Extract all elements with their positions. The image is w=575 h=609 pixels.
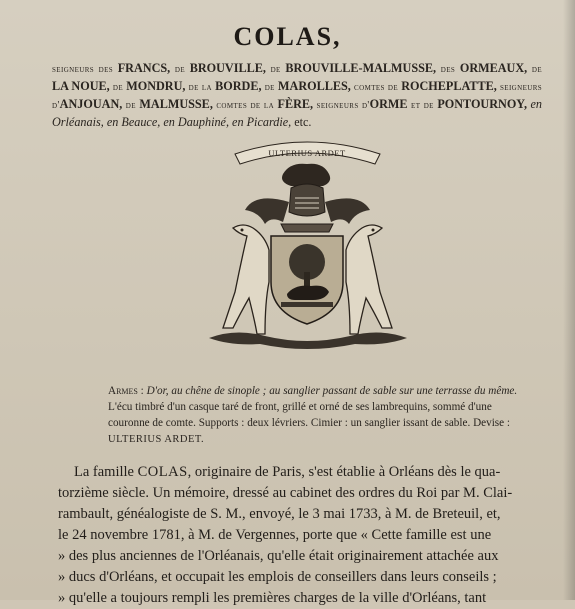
lineage-text: de (270, 64, 281, 75)
lineage-text: de (125, 100, 136, 111)
coat-of-arms-engraving (195, 132, 420, 352)
body-line-2: torzième siècle. Un mémoire, dressé au cabinet des ordres du Roi par M. Clai- (58, 485, 513, 501)
lineage-text: de (112, 82, 124, 93)
coronet-icon (281, 224, 333, 232)
lineage-text: comtes de (354, 82, 398, 93)
lineage-title: MAROLLES, (278, 79, 351, 93)
body-line-6: » ducs d'Orléans, et occupait les emplois de conseillers dans leurs conseils ; (58, 569, 497, 585)
lineage-text: de (531, 64, 543, 75)
arms-description (108, 383, 520, 448)
crest-boar-icon (282, 164, 330, 186)
lineage-text: et de (411, 100, 434, 111)
arms-blazon: D'or, au chêne de sinople ; au sanglier passant de sable sur une terrasse du même. (146, 385, 518, 397)
lineage-title: BROUVILLE, (189, 61, 266, 75)
helmet-icon (289, 184, 325, 216)
body-line-3: rambault, généalogiste de S. M., envoyé, le 3 mai 1733, à M. de Breteuil, et, (58, 506, 501, 522)
arms-label: Armes : (108, 385, 144, 397)
lineage-text: des (440, 64, 456, 75)
lineage-text: seigneurs des (52, 64, 114, 75)
lineage-title: FÈRE, (277, 97, 314, 111)
lineage-text: de la (188, 82, 212, 93)
greyhound-left-icon (223, 225, 269, 334)
page-edge-shadow (563, 0, 575, 600)
body-line-1 (58, 462, 558, 483)
greyhound-right-icon (346, 225, 392, 334)
mantling-left (245, 198, 289, 224)
arms-details: L'écu timbré d'un casque taré de front, grillé et orné de ses lambrequins, sommé d'une couronne de comte. Supports : deux lévriers. Cimier : un sanglier issant de sable. Devise : (108, 401, 511, 429)
lineage-etc: etc. (294, 115, 312, 129)
lineage-title: ROCHEPLATTE, (401, 79, 497, 93)
mantling-right (325, 198, 370, 224)
lineage-regions: en Orléanais, en Beauce, en Dauphiné, en Picardie, (52, 97, 543, 129)
body-text-fragment: , originaire de Paris, s'est établie à Orléans dès le qua- (187, 464, 501, 480)
lineage-text: seigneurs d' (316, 100, 370, 111)
arms-devise: ULTERIUS ARDET. (108, 434, 205, 445)
lineage-text: de (264, 82, 275, 93)
body-line-4: le 24 novembre 1781, à M. de Vergennes, porte que « Cette famille est une (58, 527, 492, 543)
lineage-title: ANJOUAN, (59, 97, 123, 111)
lineage-text: comtes de la (216, 100, 275, 111)
lineage-title: BROUVILLE-MALMUSSE, (285, 61, 437, 75)
lineage-title: FRANCS, (117, 61, 171, 75)
family-title: COLAS, (233, 22, 342, 51)
motto-scroll-text: ULTERIUS ARDET (268, 148, 346, 158)
lineage-title: LA NOUE, (52, 79, 110, 93)
body-family-name: COLAS (137, 464, 188, 480)
lineage-title: PONTOURNOY, (437, 97, 528, 111)
body-text-fragment: La famille (74, 464, 134, 480)
family-history-text (58, 462, 558, 609)
lineage-title: ORME (369, 97, 408, 111)
body-line-5: » des plus anciennes de l'Orléanais, qu'elle était originairement attachée aux (58, 548, 499, 564)
lineage-title: MONDRU, (126, 79, 186, 93)
compartment-scroll (209, 332, 407, 349)
lineage-title: MALMUSSE, (139, 97, 213, 111)
lineage-text: seigneurs d' (52, 82, 543, 111)
lineage-title: ORMEAUX, (459, 61, 528, 75)
body-line-7: » qu'elle a toujours rempli les premières charges de la ville d'Orléans, tant (58, 590, 487, 606)
lineage-text: de (174, 64, 186, 75)
lineage-title: BORDE, (215, 79, 262, 93)
lineage-paragraph (52, 60, 542, 131)
